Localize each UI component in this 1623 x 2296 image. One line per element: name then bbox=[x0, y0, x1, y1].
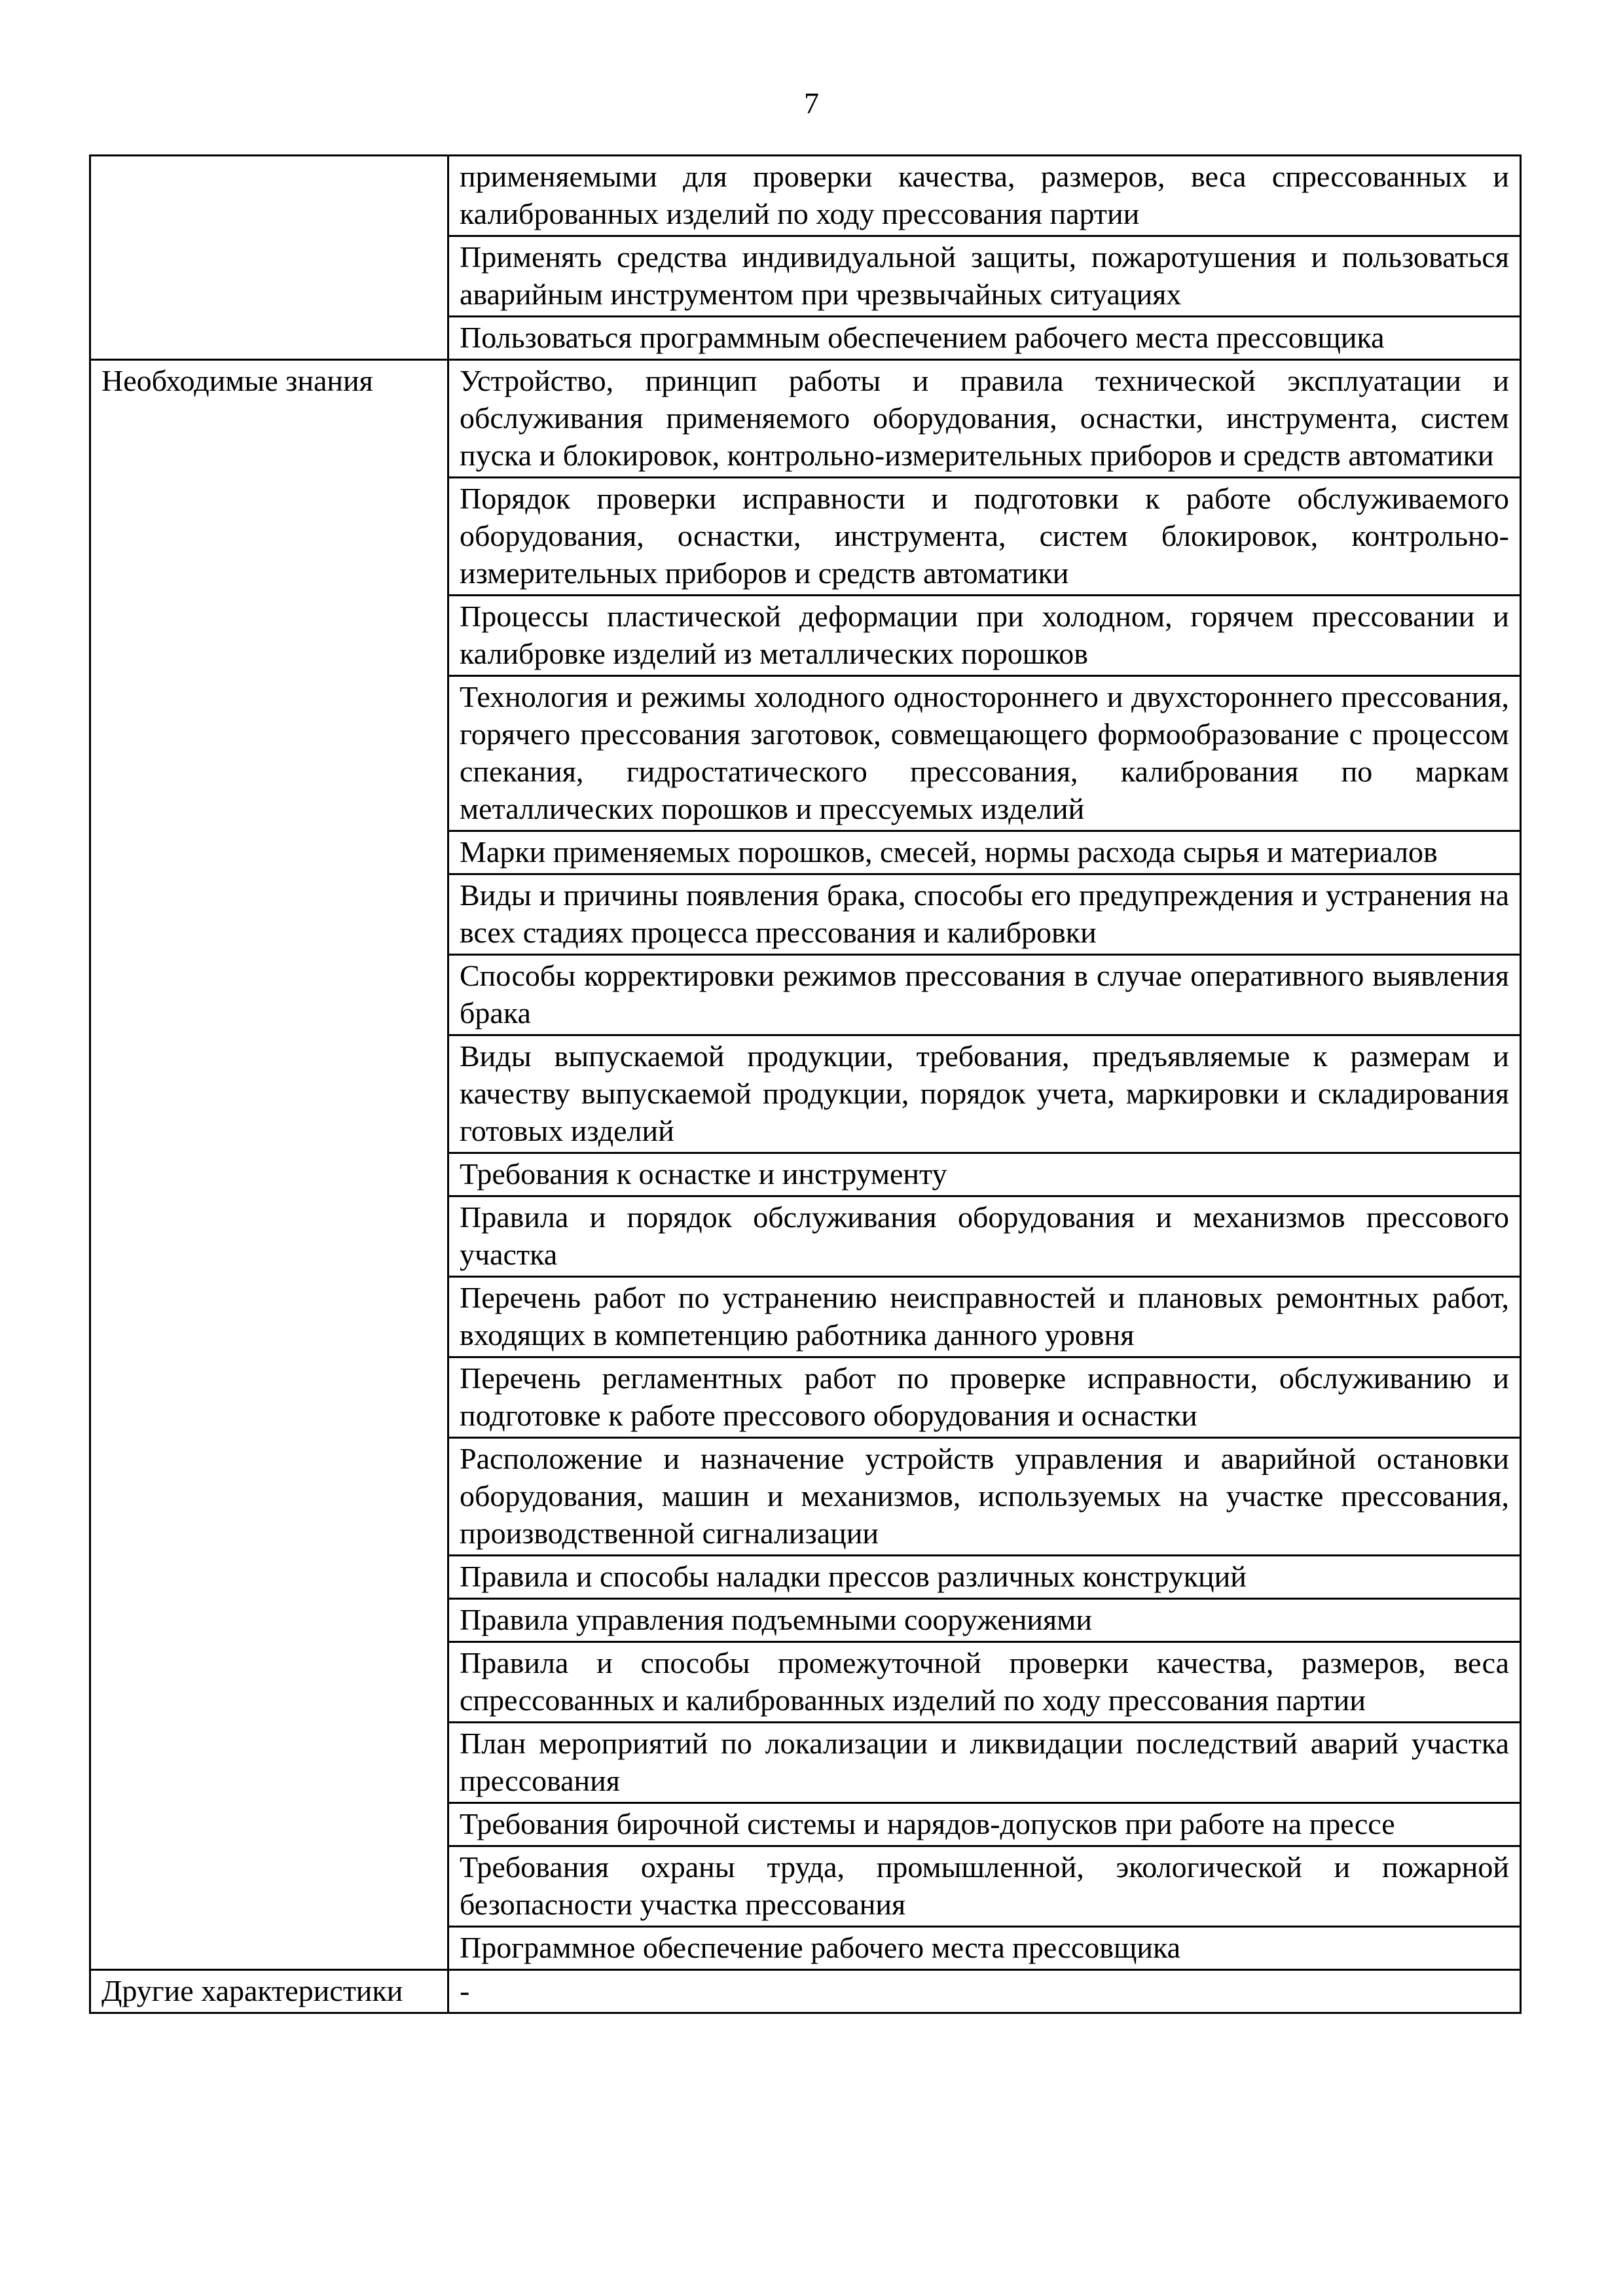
knowledge-item: План мероприятий по локализации и ликвидации последствий аварий участка прессования bbox=[448, 1723, 1521, 1803]
knowledge-item: Требования охраны труда, промышленной, экологической и пожарной безопасности участка прессования bbox=[448, 1846, 1521, 1927]
table-row bbox=[90, 360, 1521, 478]
knowledge-item: Процессы пластической деформации при холодном, горячем прессовании и калибровке изделий из металлических порошков bbox=[448, 596, 1521, 676]
table-row bbox=[90, 156, 1521, 236]
knowledge-item: Расположение и назначение устройств управления и аварийной остановки оборудования, машин и механизмов, используемых на участке прессования, производственной сигнализации bbox=[448, 1438, 1521, 1556]
knowledge-item: Перечень работ по устранению неисправностей и плановых ремонтных работ, входящих в компетенцию работника данного уровня bbox=[448, 1277, 1521, 1357]
knowledge-item: Правила и способы наладки прессов различных конструкций bbox=[448, 1556, 1521, 1599]
knowledge-label: Необходимые знания bbox=[90, 360, 448, 1970]
knowledge-item: Виды выпускаемой продукции, требования, предъявляемые к размерам и качеству выпускаемой продукции, порядок учета, маркировки и складирования готовых изделий bbox=[448, 1035, 1521, 1153]
skill-cell: Пользоваться программным обеспечением рабочего места прессовщика bbox=[448, 317, 1521, 360]
skill-cell: Применять средства индивидуальной защиты, пожаротушения и пользоваться аварийным инструментом при чрезвычайных ситуациях bbox=[448, 236, 1521, 317]
knowledge-item: Способы корректировки режимов прессования в случае оперативного выявления брака bbox=[448, 955, 1521, 1035]
skill-cell: применяемыми для проверки качества, размеров, веса спрессованных и калиброванных изделий по ходу прессования партии bbox=[448, 156, 1521, 236]
knowledge-item: Виды и причины появления брака, способы его предупреждения и устранения на всех стадиях процесса прессования и калибровки bbox=[448, 874, 1521, 955]
table-row bbox=[90, 1970, 1521, 2013]
work-function-table bbox=[89, 154, 1522, 2014]
other-characteristics-label: Другие характеристики bbox=[90, 1970, 448, 2013]
knowledge-item: Марки применяемых порошков, смесей, нормы расхода сырья и материалов bbox=[448, 831, 1521, 874]
knowledge-item: Правила и порядок обслуживания оборудования и механизмов прессового участка bbox=[448, 1196, 1521, 1277]
knowledge-item: Требования бирочной системы и нарядов-допусков при работе на прессе bbox=[448, 1803, 1521, 1846]
knowledge-item: Правила управления подъемными сооружениями bbox=[448, 1599, 1521, 1642]
other-characteristics-value: - bbox=[448, 1970, 1521, 2013]
empty-label-cell bbox=[90, 156, 448, 360]
knowledge-item: Устройство, принцип работы и правила технической эксплуатации и обслуживания применяемого оборудования, оснастки, инструмента, систем пуска и блокировок, контрольно-измерительных приборов и средств автоматики bbox=[448, 360, 1521, 478]
knowledge-item: Технология и режимы холодного одностороннего и двухстороннего прессования, горячего прессования заготовок, совмещающего формообразование с процессом спекания, гидростатического прессования, калибрования по маркам металлических порошков и прессуемых изделий bbox=[448, 676, 1521, 831]
knowledge-item: Правила и способы промежуточной проверки качества, размеров, веса спрессованных и калиброванных изделий по ходу прессования партии bbox=[448, 1642, 1521, 1723]
knowledge-item: Порядок проверки исправности и подготовки к работе обслуживаемого оборудования, оснастки, инструмента, систем блокировок, контрольно-измерительных приборов и средств автоматики bbox=[448, 478, 1521, 596]
knowledge-item: Перечень регламентных работ по проверке исправности, обслуживанию и подготовке к работе прессового оборудования и оснастки bbox=[448, 1357, 1521, 1438]
knowledge-item: Требования к оснастке и инструменту bbox=[448, 1153, 1521, 1196]
knowledge-item: Программное обеспечение рабочего места прессовщика bbox=[448, 1927, 1521, 1970]
page-number: 7 bbox=[804, 86, 819, 120]
